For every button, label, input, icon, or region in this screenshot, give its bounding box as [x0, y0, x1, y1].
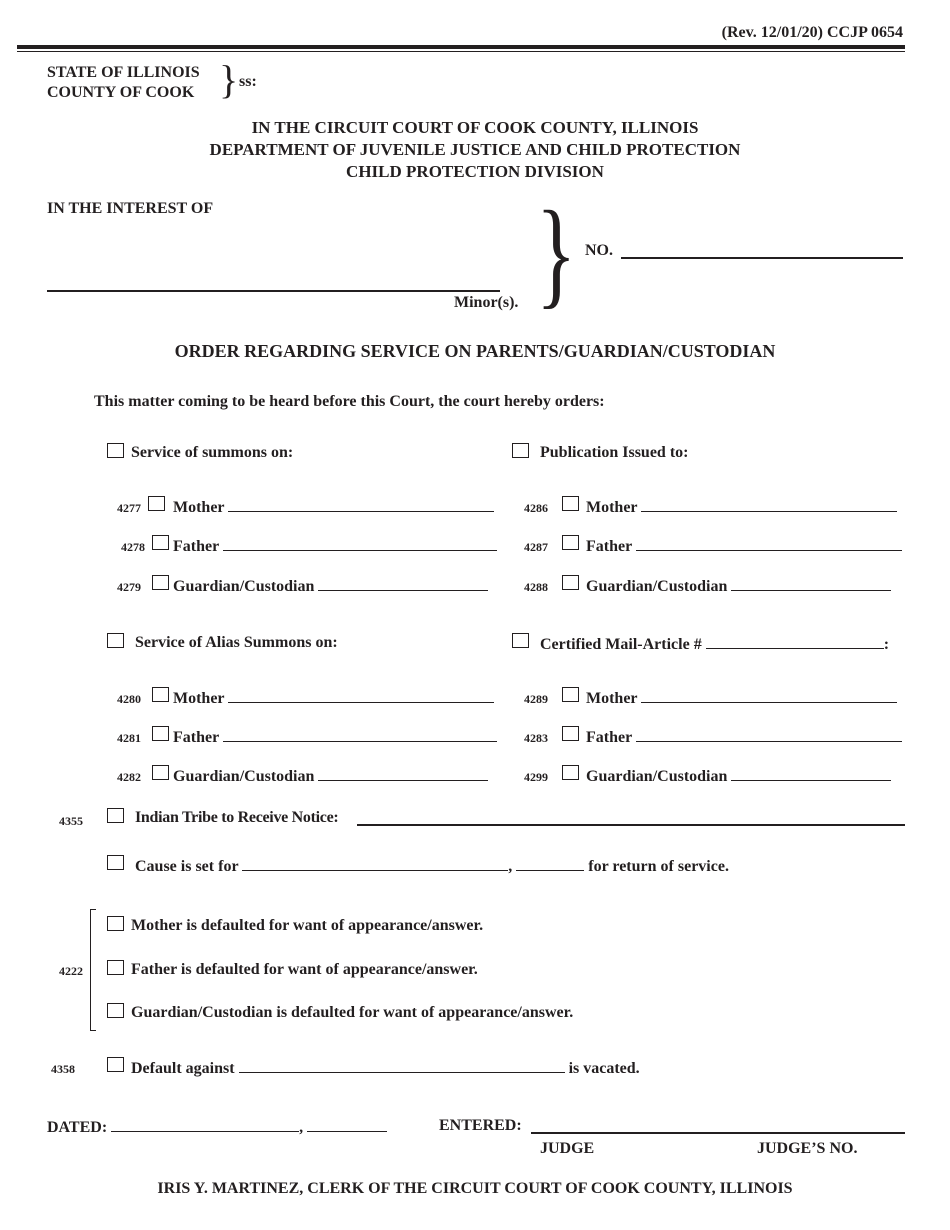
publication-checkbox[interactable] — [512, 443, 529, 458]
summons-guardian-label: Guardian/Custodian — [173, 578, 315, 595]
venue-brace: } — [219, 57, 239, 102]
judge-number-label: JUDGE’S NO. — [757, 1140, 858, 1157]
code-4282: 4282 — [117, 770, 141, 784]
code-4279: 4279 — [117, 580, 141, 594]
entered-label: ENTERED: — [439, 1117, 522, 1134]
summons-father-checkbox[interactable] — [152, 535, 169, 550]
order-title: ORDER REGARDING SERVICE ON PARENTS/GUARDIAN/CUSTODIAN — [174, 341, 776, 361]
code-4283: 4283 — [524, 731, 548, 745]
dated-line[interactable] — [111, 1117, 299, 1132]
code-4277: 4277 — [117, 501, 141, 515]
cause-comma: , — [508, 858, 513, 875]
publication-mother-checkbox[interactable] — [562, 496, 579, 511]
vacate-prefix: Default against — [131, 1060, 235, 1077]
certified-father-label: Father — [586, 729, 632, 746]
publication-mother-label: Mother — [586, 499, 638, 516]
vacate-row — [131, 1058, 640, 1078]
venue-ss: ss: — [239, 73, 257, 90]
dated-comma: , — [299, 1119, 304, 1136]
summons-father-label: Father — [173, 538, 219, 555]
certified-guardian — [586, 766, 891, 786]
summons-guardian-line[interactable] — [318, 576, 488, 591]
certified-colon: : — [883, 636, 890, 653]
certified-checkbox[interactable] — [512, 633, 529, 648]
publication-label: Publication Issued to: — [540, 444, 689, 461]
alias-father-checkbox[interactable] — [152, 726, 169, 741]
certified-mother-label: Mother — [586, 690, 638, 707]
default-guardian-checkbox[interactable] — [107, 1003, 124, 1018]
certified-mother — [586, 688, 897, 708]
certified-guardian-line[interactable] — [731, 766, 891, 781]
tribe-label: Indian Tribe to Receive Notice: — [135, 809, 339, 826]
venue-county: COUNTY OF COOK — [47, 84, 195, 101]
certified-label: Certified Mail-Article # — [540, 636, 702, 653]
top-rule-thick — [17, 45, 905, 49]
alias-guardian-checkbox[interactable] — [152, 765, 169, 780]
alias-guardian-label: Guardian/Custodian — [173, 768, 315, 785]
code-4287: 4287 — [524, 540, 548, 554]
alias-mother — [173, 688, 494, 708]
minors-label: Minor(s). — [454, 294, 519, 311]
default-guardian-text: Guardian/Custodian is defaulted for want of appearance/answer. — [131, 1004, 574, 1021]
court-department: DEPARTMENT OF JUVENILE JUSTICE AND CHILD PROTECTION — [209, 140, 741, 159]
certified-father-line[interactable] — [636, 727, 902, 742]
summons-guardian — [173, 576, 488, 596]
publication-father-checkbox[interactable] — [562, 535, 579, 550]
default-bracket — [90, 909, 96, 1031]
alias-mother-line[interactable] — [228, 688, 494, 703]
summons-father — [173, 536, 497, 556]
publication-father — [586, 536, 902, 556]
tribe-line[interactable] — [357, 824, 905, 826]
caption-brace: } — [536, 186, 577, 319]
top-rule-thin — [17, 51, 905, 52]
certified-father-checkbox[interactable] — [562, 726, 579, 741]
certified-mother-checkbox[interactable] — [562, 687, 579, 702]
dated-row — [47, 1117, 387, 1137]
interest-of-label: IN THE INTEREST OF — [47, 200, 214, 217]
publication-guardian-checkbox[interactable] — [562, 575, 579, 590]
code-4222: 4222 — [59, 964, 83, 978]
code-4299: 4299 — [524, 770, 548, 784]
publication-mother — [586, 497, 897, 517]
alias-father — [173, 727, 497, 747]
code-4286: 4286 — [524, 501, 548, 515]
code-4281: 4281 — [117, 731, 141, 745]
summons-mother-checkbox[interactable] — [148, 496, 165, 511]
judge-label: JUDGE — [540, 1140, 595, 1157]
alias-label: Service of Alias Summons on: — [135, 634, 338, 651]
publication-guardian-line[interactable] — [731, 576, 891, 591]
minor-name-line[interactable] — [47, 290, 500, 292]
intro-text: This matter coming to be heard before this Court, the court hereby orders: — [94, 393, 605, 410]
clerk-footer: IRIS Y. MARTINEZ, CLERK OF THE CIRCUIT COURT OF COOK COUNTY, ILLINOIS — [157, 1180, 793, 1197]
cause-time-line[interactable] — [516, 856, 584, 871]
tribe-checkbox[interactable] — [107, 808, 124, 823]
cause-suffix: for return of service. — [588, 858, 729, 875]
alias-mother-label: Mother — [173, 690, 225, 707]
certified-article-line[interactable] — [706, 634, 884, 649]
code-4355: 4355 — [59, 814, 83, 828]
summons-father-line[interactable] — [223, 536, 497, 551]
venue-state: STATE OF ILLINOIS — [47, 64, 200, 81]
code-4288: 4288 — [524, 580, 548, 594]
publication-father-line[interactable] — [636, 536, 902, 551]
summons-mother-label: Mother — [173, 499, 225, 516]
summons-checkbox[interactable] — [107, 443, 124, 458]
alias-guardian-line[interactable] — [318, 766, 488, 781]
certified-father — [586, 727, 902, 747]
alias-checkbox[interactable] — [107, 633, 124, 648]
code-4278: 4278 — [121, 540, 145, 554]
dated-label: DATED: — [47, 1119, 108, 1136]
certified-guardian-checkbox[interactable] — [562, 765, 579, 780]
publication-father-label: Father — [586, 538, 632, 555]
summons-label: Service of summons on: — [131, 444, 294, 461]
form-revision: (Rev. 12/01/20) CCJP 0654 — [721, 24, 903, 41]
summons-mother — [173, 497, 494, 517]
alias-father-label: Father — [173, 729, 219, 746]
case-number-line[interactable] — [621, 257, 903, 259]
alias-guardian — [173, 766, 488, 786]
certified — [540, 634, 889, 654]
default-mother-checkbox[interactable] — [107, 916, 124, 931]
summons-guardian-checkbox[interactable] — [152, 575, 169, 590]
certified-guardian-label: Guardian/Custodian — [586, 768, 728, 785]
code-4280: 4280 — [117, 692, 141, 706]
code-4358: 4358 — [51, 1062, 75, 1076]
publication-mother-line[interactable] — [641, 497, 897, 512]
vacate-suffix: is vacated. — [568, 1060, 640, 1077]
cause-date-line[interactable] — [242, 856, 508, 871]
dated-year-line[interactable] — [307, 1117, 387, 1132]
publication-guardian-label: Guardian/Custodian — [586, 578, 728, 595]
alias-mother-checkbox[interactable] — [152, 687, 169, 702]
court-name: IN THE CIRCUIT COURT OF COOK COUNTY, ILLINOIS — [251, 118, 699, 137]
default-father-checkbox[interactable] — [107, 960, 124, 975]
cause-row — [135, 856, 729, 876]
vacate-party-line[interactable] — [239, 1058, 565, 1073]
judge-signature-line[interactable] — [531, 1132, 905, 1134]
alias-father-line[interactable] — [223, 727, 497, 742]
vacate-checkbox[interactable] — [107, 1057, 124, 1072]
certified-mother-line[interactable] — [641, 688, 897, 703]
court-division: CHILD PROTECTION DIVISION — [346, 162, 604, 181]
default-father-text: Father is defaulted for want of appearance/answer. — [131, 961, 478, 978]
default-mother-text: Mother is defaulted for want of appearance/answer. — [131, 917, 484, 934]
cause-prefix: Cause is set for — [135, 858, 239, 875]
publication-guardian — [586, 576, 891, 596]
code-4289: 4289 — [524, 692, 548, 706]
summons-mother-line[interactable] — [228, 497, 494, 512]
cause-checkbox[interactable] — [107, 855, 124, 870]
case-number-label: NO. — [585, 242, 613, 259]
